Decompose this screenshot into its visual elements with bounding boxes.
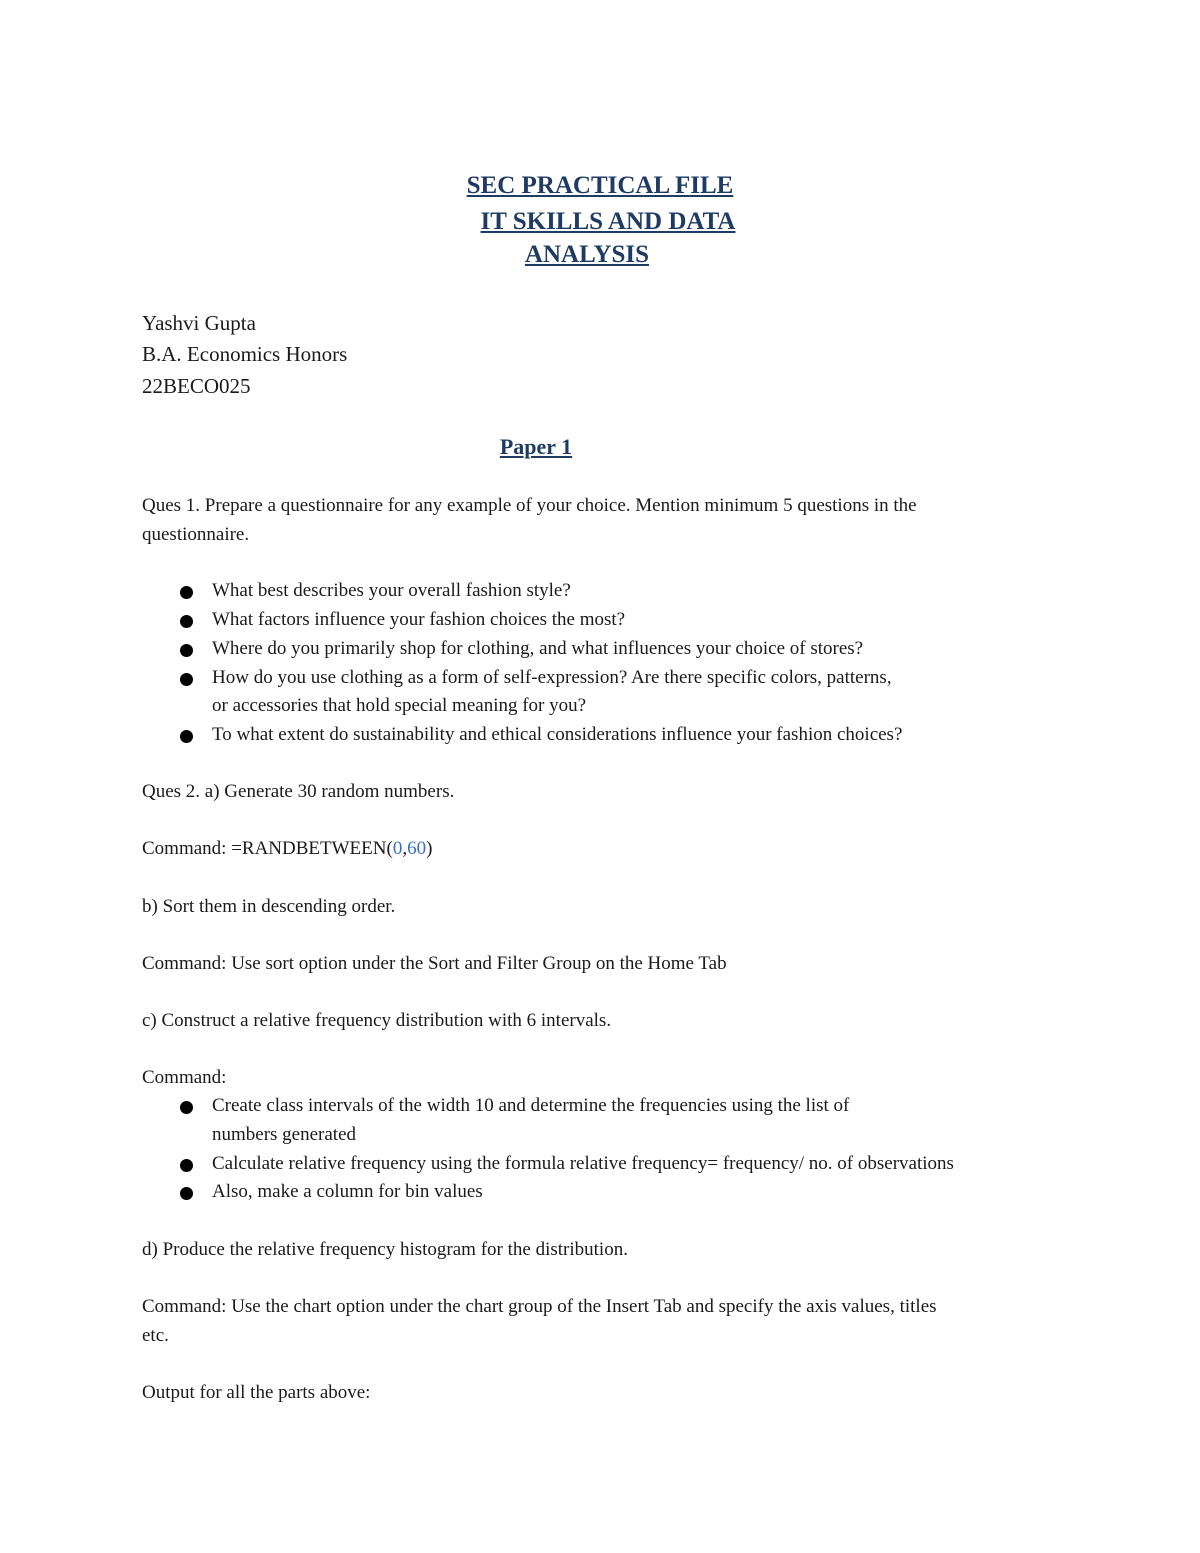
command-suffix: )	[426, 838, 433, 859]
command-arg-2: 60	[407, 838, 427, 859]
bullet-icon	[180, 673, 193, 686]
bullet-icon	[180, 615, 193, 628]
q2-c-bullet-2: Calculate relative frequency using the formula relative frequency= frequency/ no. of observations	[212, 1153, 954, 1174]
command-arg-1: 0	[392, 838, 403, 859]
command-comma: ,	[402, 838, 408, 859]
q2-d-command-line-1: Command: Use the chart option under the chart group of the Insert Tab and specify the axis values, titles	[142, 1296, 937, 1317]
q2-b-command: Command: Use sort option under the Sort and Filter Group on the Home Tab	[142, 953, 727, 974]
bullet-icon	[180, 1187, 193, 1200]
student-name: Yashvi Gupta	[142, 311, 256, 335]
title-line-1: SEC PRACTICAL FILE	[466, 172, 734, 199]
bullet-icon	[180, 586, 193, 599]
q1-bullet-1: What best describes your overall fashion style?	[212, 580, 571, 601]
q1-bullet-4-continued: or accessories that hold special meaning for you?	[212, 695, 587, 716]
q2-part-c: c) Construct a relative frequency distribution with 6 intervals.	[142, 1010, 612, 1031]
q1-bullet-4: How do you use clothing as a form of self-expression? Are there specific colors, patterns,	[212, 667, 892, 688]
student-roll: 22BECO025	[142, 374, 251, 398]
bullet-icon	[180, 1101, 193, 1114]
q2-c-bullet-1-continued: numbers generated	[212, 1124, 357, 1145]
q2-a-command	[142, 838, 432, 860]
bullet-icon	[180, 644, 193, 657]
paper-heading: Paper 1	[499, 434, 573, 459]
title-line-2: IT SKILLS AND DATA	[480, 208, 736, 235]
q1-text-line-1: Ques 1. Prepare a questionnaire for any example of your choice. Mention minimum 5 questions in the	[142, 495, 917, 516]
title-line-3: ANALYSIS	[524, 241, 650, 268]
q2-c-command: Command:	[142, 1067, 227, 1088]
q1-bullet-3: Where do you primarily shop for clothing, and what influences your choice of stores?	[212, 638, 864, 659]
bullet-icon	[180, 730, 193, 743]
student-course: B.A. Economics Honors	[142, 342, 348, 366]
q2-d-command-line-2: etc.	[142, 1325, 169, 1346]
q1-text-line-2: questionnaire.	[142, 524, 250, 545]
q2-part-a: Ques 2. a) Generate 30 random numbers.	[142, 781, 455, 802]
q1-bullet-2: What factors influence your fashion choices the most?	[212, 609, 626, 630]
command-prefix: Command: =RANDBETWEEN(	[142, 838, 393, 859]
q2-part-b: b) Sort them in descending order.	[142, 896, 396, 917]
q2-c-bullet-1: Create class intervals of the width 10 and determine the frequencies using the list of	[212, 1095, 850, 1116]
q1-bullet-5: To what extent do sustainability and ethical considerations influence your fashion choices?	[212, 724, 903, 745]
q2-part-d: d) Produce the relative frequency histogram for the distribution.	[142, 1239, 628, 1260]
q2-c-bullet-3: Also, make a column for bin values	[212, 1181, 483, 1202]
bullet-icon	[180, 1159, 193, 1172]
output-label: Output for all the parts above:	[142, 1382, 371, 1403]
